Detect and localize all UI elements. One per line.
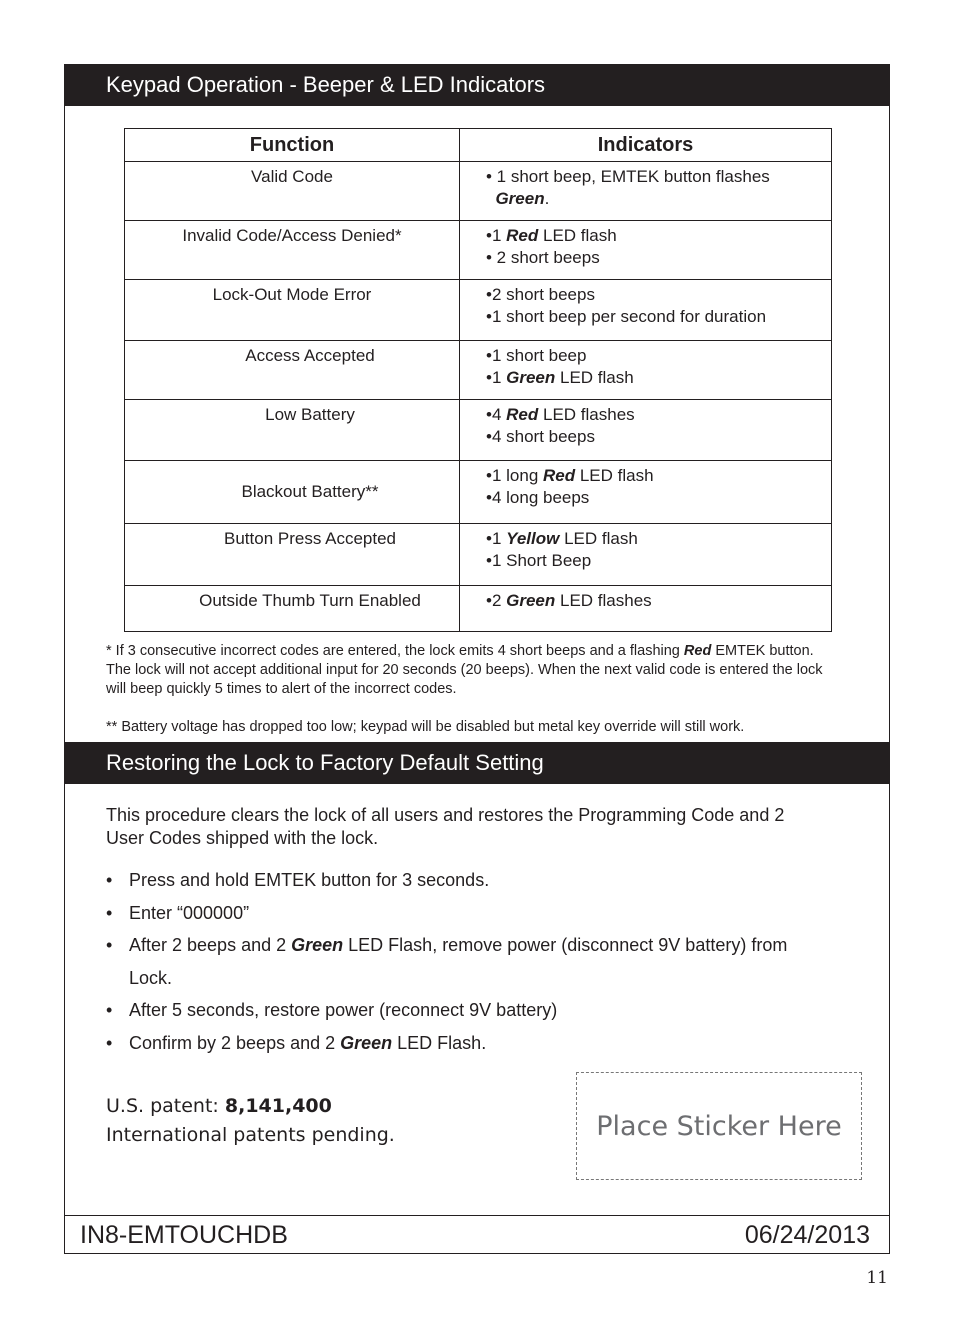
function-cell: Button Press Accepted — [125, 524, 460, 586]
document-code: IN8-EMTOUCHDB — [80, 1221, 288, 1249]
table-header-row — [125, 129, 832, 162]
section-header-factory-reset — [64, 742, 890, 784]
table-row — [125, 400, 832, 461]
column-header-function: Function — [125, 129, 460, 162]
indicator-cell: •1 Yellow LED flash •1 Short Beep — [460, 524, 832, 586]
patent-label: U.S. patent: — [106, 1095, 225, 1117]
table-row — [125, 280, 832, 341]
function-cell: Outside Thumb Turn Enabled — [125, 586, 460, 632]
reset-intro: This procedure clears the lock of all users and restores the Programming Code and 2 User Codes shipped with the lock. — [106, 805, 785, 848]
indicator-cell: •2 short beeps •1 short beep per second for duration — [460, 280, 832, 341]
patent-info — [106, 1092, 395, 1150]
indicator-cell: • 1 short beep, EMTEK button flashes Green. — [460, 162, 832, 221]
column-header-indicators: Indicators — [460, 129, 832, 162]
section-header-keypad-operation — [64, 64, 890, 106]
sticker-placeholder — [576, 1072, 862, 1180]
function-cell: Lock-Out Mode Error — [125, 280, 460, 341]
patent-number: 8,141,400 — [224, 1095, 332, 1117]
list-item: • Press and hold EMTEK button for 3 seconds. — [106, 870, 490, 890]
patent-pending: International patents pending. — [106, 1124, 395, 1146]
indicator-table — [124, 128, 832, 632]
sticker-label: Place Sticker Here — [596, 1110, 842, 1142]
function-cell: Blackout Battery** — [125, 461, 460, 524]
function-cell: Low Battery — [125, 400, 460, 461]
footnote-invalid-code: * If 3 consecutive incorrect codes are entered, the lock emits 4 short beeps and a flashing Red EMTEK button. The lock will not accept additional input for 20 seconds (20 beeps). When the next valid code is entered the lock will beep quickly 5 times to alert of the incorrect codes. — [106, 643, 823, 697]
indicator-cell: •2 Green LED flashes — [460, 586, 832, 632]
table-row — [125, 341, 832, 400]
page-number: 11 — [866, 1268, 888, 1288]
indicator-cell: •1 short beep •1 Green LED flash — [460, 341, 832, 400]
function-cell: Valid Code — [125, 162, 460, 221]
document-footer — [64, 1215, 890, 1255]
indicator-cell: •4 Red LED flashes •4 short beeps — [460, 400, 832, 461]
list-item: • After 2 beeps and 2 Green LED Flash, remove power (disconnect 9V battery) from Lock. — [106, 935, 788, 988]
section-title: Restoring the Lock to Factory Default Setting — [106, 750, 544, 775]
list-item: • After 5 seconds, restore power (reconnect 9V battery) — [106, 1000, 558, 1020]
document-date: 06/24/2013 — [744, 1221, 870, 1249]
list-item: • Confirm by 2 beeps and 2 Green LED Flash. — [106, 1032, 487, 1053]
table-row — [125, 221, 832, 280]
list-item: • Enter “000000” — [106, 902, 250, 923]
section-title: Keypad Operation - Beeper & LED Indicators — [106, 72, 546, 97]
indicator-cell: •1 Red LED flash • 2 short beeps — [460, 221, 832, 280]
function-cell: Access Accepted — [125, 341, 460, 400]
reset-steps — [106, 864, 826, 1059]
table-row — [125, 524, 832, 586]
indicator-cell: •1 long Red LED flash •4 long beeps — [460, 461, 832, 524]
table-row — [125, 461, 832, 524]
table-row — [125, 162, 832, 221]
table-row — [125, 586, 832, 632]
footnote-battery: ** Battery voltage has dropped too low; keypad will be disabled but metal key override will still work. — [106, 719, 745, 735]
function-cell: Invalid Code/Access Denied* — [125, 221, 460, 280]
